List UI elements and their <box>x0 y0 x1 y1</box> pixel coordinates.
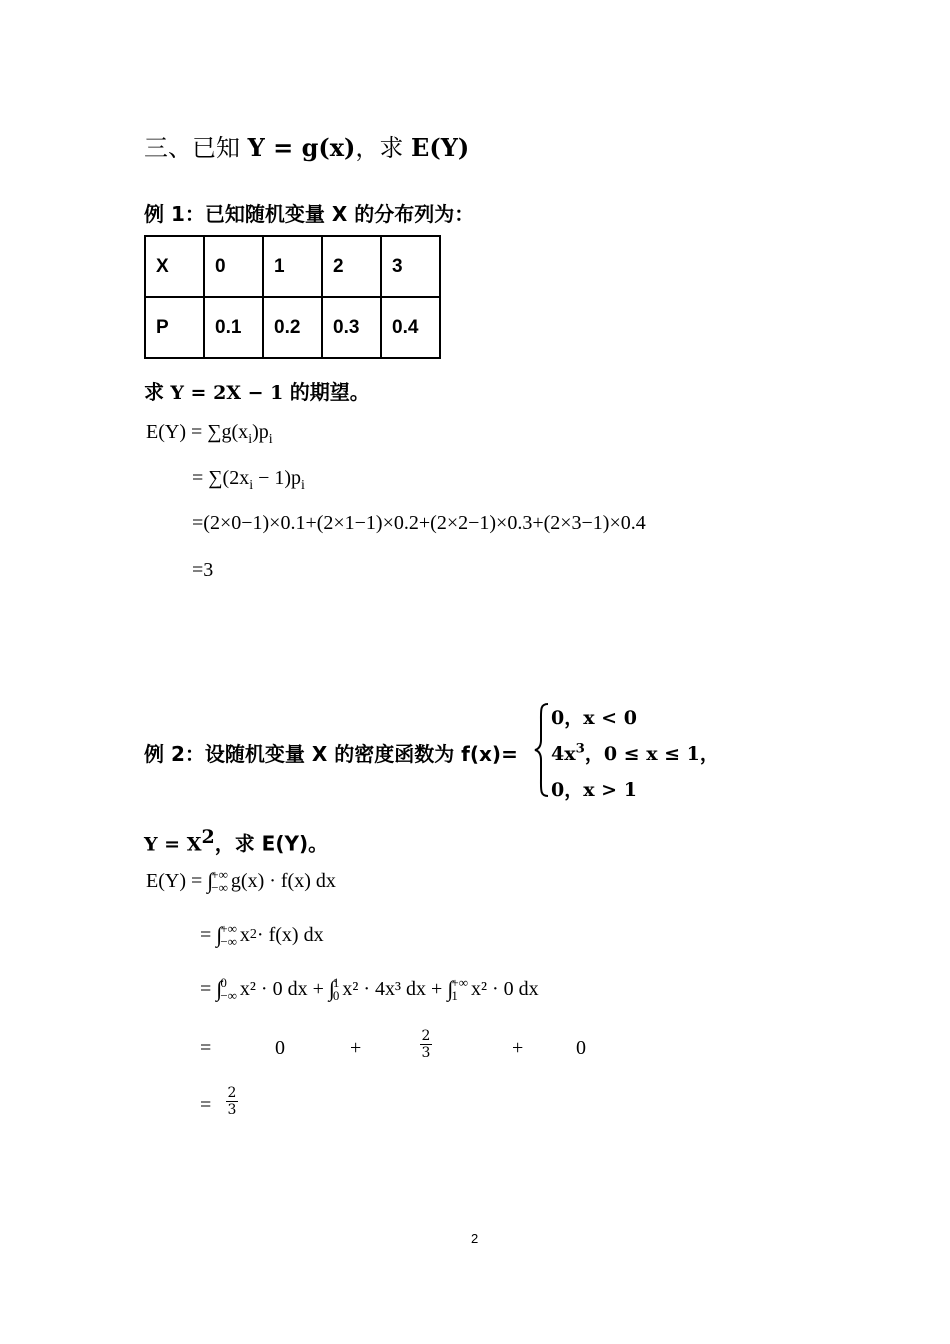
upper-limit: 0 <box>220 975 227 990</box>
ex1-line1 <box>146 421 273 448</box>
integral-limits <box>220 976 237 1002</box>
upper-limit: +∞ <box>220 921 237 936</box>
ex2-line4-plus1: + <box>350 1037 362 1059</box>
table-cell: 2 <box>322 236 381 297</box>
ex1-line1-sub2: i <box>268 432 273 447</box>
title-prefix: 三、已知 <box>144 134 240 162</box>
question-prefix: 求 <box>144 380 164 404</box>
question-math: Y = 2X − 1 <box>170 382 284 404</box>
ex2-line4-eq: = <box>200 1037 212 1059</box>
lower-limit: −∞ <box>211 880 228 895</box>
ex2-line4-plus2: + <box>512 1037 524 1059</box>
ex2-line2 <box>200 922 324 948</box>
lower-limit: −∞ <box>220 934 237 949</box>
distribution-table <box>144 235 441 359</box>
integral-3-body: x² · 0 dx <box>470 977 539 1000</box>
ex2-line2-sup: 2 <box>249 927 257 942</box>
ex1-line1-lhs: E(Y) = ∑g(x <box>146 421 249 443</box>
integral-icon: ∫ <box>216 976 223 1001</box>
y-def-sup: 2 <box>201 826 215 848</box>
integral-icon: ∫ <box>207 868 214 893</box>
integral-icon: ∫ <box>447 976 454 1001</box>
ex2-line3 <box>200 976 539 1002</box>
y-definition <box>144 826 328 857</box>
ex2-line4-term1: 0 <box>275 1037 285 1059</box>
table-cell: X <box>145 236 204 297</box>
case-3: 0，x > 1 <box>551 779 637 801</box>
fraction-numerator: 2 <box>227 1085 237 1101</box>
integral-icon: ∫ <box>328 976 335 1001</box>
ex1-line1-mid: )p <box>252 421 269 443</box>
ex1-line3: =(2×0−1)×0.1+(2×1−1)×0.2+(2×2−1)×0.3+(2×3−1)×0.4 <box>192 512 646 534</box>
table-row <box>145 297 440 358</box>
fraction-denominator: 3 <box>227 1102 237 1118</box>
integral-2-body: x² · 4x³ dx + <box>342 977 443 1000</box>
fraction-two-thirds <box>420 1028 432 1061</box>
ex2-line4-term3: 0 <box>576 1037 586 1059</box>
upper-limit: 1 <box>332 975 340 990</box>
case-2 <box>551 739 719 766</box>
page-number: 2 <box>471 1231 479 1246</box>
case-1: 0，x < 0 <box>551 707 637 729</box>
integral-limits <box>333 976 340 1002</box>
example1-intro: 例 1：已知随机变量 X 的分布列为： <box>144 202 475 226</box>
ex2-line1 <box>146 868 336 894</box>
table-cell: 3 <box>381 236 440 297</box>
title-end: E(Y) <box>411 133 470 162</box>
upper-limit: +∞ <box>451 975 468 990</box>
table-cell: 0 <box>204 236 263 297</box>
lower-limit: 0 <box>332 988 340 1003</box>
question-suffix: 的期望。 <box>289 380 370 404</box>
case-2-b: ，0 ≤ x ≤ 1， <box>584 743 719 765</box>
ex1-line1-sub: i <box>248 432 253 447</box>
table-cell: 0.2 <box>263 297 322 358</box>
ex2-line5-eq: = <box>200 1094 212 1116</box>
table-cell: 0.3 <box>322 297 381 358</box>
table-row <box>145 236 440 297</box>
ex2-line1-body: g(x) · f(x) dx <box>230 869 336 892</box>
fraction-result <box>226 1085 238 1118</box>
ex1-line4: =3 <box>192 559 214 581</box>
upper-limit: +∞ <box>211 867 228 882</box>
example2-intro: 例 2：设随机变量 X 的密度函数为 f(x)= <box>144 742 518 766</box>
left-brace-icon <box>534 702 550 798</box>
table-cell: 1 <box>263 236 322 297</box>
integral-limits <box>211 868 228 894</box>
ex1-line2-a: = ∑(2x <box>192 467 250 489</box>
integral-limits <box>220 922 237 948</box>
ex1-line2-sub2: i <box>301 478 305 493</box>
ex2-line2-body-b: · f(x) dx <box>256 923 324 946</box>
table-cell: 0.1 <box>204 297 263 358</box>
equals-sign: = <box>200 923 212 946</box>
equals-sign: = <box>200 977 212 1000</box>
integral-1-body: x² · 0 dx + <box>239 977 324 1000</box>
case-2-a: 4x <box>551 743 576 765</box>
y-def-b: ，求 E(Y)。 <box>214 831 329 856</box>
lower-limit: 1 <box>451 988 458 1003</box>
case-2-sup: 3 <box>575 741 585 757</box>
lower-limit: −∞ <box>220 988 237 1003</box>
y-def-a: Y = X <box>144 833 202 856</box>
ex2-line1-lhs: E(Y) = <box>146 869 203 892</box>
integral-icon: ∫ <box>216 922 223 947</box>
title-math: Y = g(x) <box>247 133 356 162</box>
ex1-line2 <box>192 467 305 494</box>
ex2-line2-body-a: x <box>239 923 250 946</box>
fraction-denominator: 3 <box>421 1045 431 1061</box>
table-cell: 0.4 <box>381 297 440 358</box>
integral-limits <box>451 976 468 1002</box>
fraction-numerator: 2 <box>421 1028 431 1044</box>
table-cell: P <box>145 297 204 358</box>
section-title <box>144 128 469 163</box>
title-mid: ，求 <box>355 134 404 162</box>
ex1-line2-b: − 1)p <box>253 467 302 489</box>
ex1-line2-sub: i <box>249 478 254 493</box>
example1-question <box>144 376 370 405</box>
